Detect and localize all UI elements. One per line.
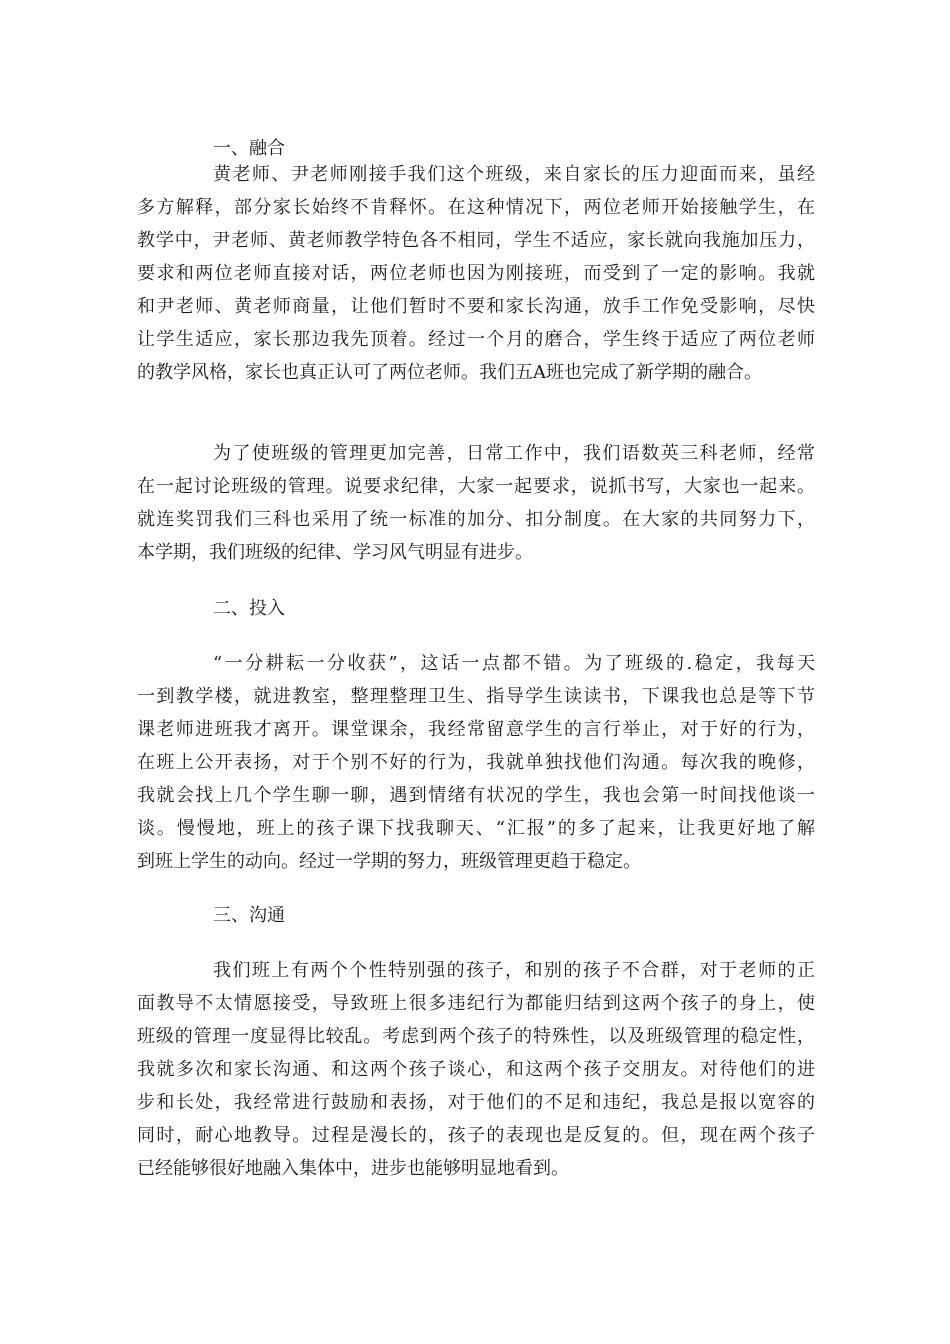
paragraph-line: 让学生适应，家长那边我先顶着。经过一个月的磨合，学生终于适应了两位老师: [137, 329, 815, 350]
paragraph-line: 到班上学生的动向。经过一学期的努力，班级管理更趋于稳定。: [137, 851, 641, 872]
paragraph-line: 我就会找上几个学生聊一聊，遇到情绪有状况的学生，我也会第一时间找他谈一: [137, 785, 815, 806]
paragraph-line: 为了使班级的管理更加完善，日常工作中，我们语数英三科老师，经常: [213, 443, 815, 464]
paragraph-line: 同时，耐心地教导。过程是漫长的，孩子的表现也是反复的。但，现在两个孩子: [137, 1125, 815, 1146]
paragraph: [137, 437, 815, 569]
paragraph-line: 面教导不太情愿接受，导致班上很多违纪行为都能归结到这两个孩子的身上，使: [137, 993, 815, 1014]
paragraph-line: 的教学风格，家长也真正认可了两位老师。我们五A班也完成了新学期的融合。: [137, 362, 762, 383]
paragraph-line: 就连奖罚我们三科也采用了统一标准的加分、扣分制度。在大家的共同努力下，: [137, 509, 815, 530]
paragraph: [137, 954, 815, 1185]
paragraph: [137, 158, 815, 389]
paragraph-line: 谈。慢慢地，班上的孩子课下找我聊天、“汇报”的多了起来，让我更好地了解: [137, 818, 815, 839]
paragraph-line: 在班上公开表扬，对于个别不好的行为，我就单独找他们沟通。每次我的晚修，: [137, 752, 815, 773]
section-heading-2: 二、投入: [213, 598, 285, 619]
paragraph-line: “一分耕耘一分收获”，这话一点都不错。为了班级的.稳定，我每天: [213, 653, 815, 674]
paragraph-line: 我就多次和家长沟通、和这两个孩子谈心，和这两个孩子交朋友。对待他们的进: [137, 1059, 815, 1080]
paragraph-line: 我们班上有两个个性特别强的孩子，和别的孩子不合群，对于老师的正: [213, 960, 815, 981]
section-heading-1: 一、融合: [213, 138, 285, 159]
paragraph-line: 多方解释，部分家长始终不肯释怀。在这种情况下，两位老师开始接触学生，在: [137, 197, 815, 218]
paragraph-line: 和尹老师、黄老师商量，让他们暂时不要和家长沟通，放手工作免受影响，尽快: [137, 296, 815, 317]
paragraph-line: 课老师进班我才离开。课堂课余，我经常留意学生的言行举止，对于好的行为，: [137, 719, 815, 740]
paragraph-line: 已经能够很好地融入集体中，进步也能够明显地看到。: [137, 1158, 569, 1179]
paragraph-line: 一到教学楼，就进教室，整理整理卫生、指导学生读读书，下课我也总是等下节: [137, 686, 815, 707]
paragraph-line: 在一起讨论班级的管理。说要求纪律，大家一起要求，说抓书写，大家也一起来。: [137, 476, 815, 497]
paragraph-line: 教学中，尹老师、黄老师教学特色各不相同，学生不适应，家长就向我施加压力，: [137, 230, 815, 251]
paragraph-line: 要求和两位老师直接对话，两位老师也因为刚接班，而受到了一定的影响。我就: [137, 263, 815, 284]
paragraph-line: 步和长处，我经常进行鼓励和表扬，对于他们的不足和违纪，我总是报以宽容的: [137, 1092, 815, 1113]
section-heading-3: 三、沟通: [213, 905, 285, 926]
paragraph-line: 班级的管理一度显得比较乱。考虑到两个孩子的特殊性，以及班级管理的稳定性，: [137, 1026, 815, 1047]
paragraph-line: 黄老师、尹老师刚接手我们这个班级，来自家长的压力迎面而来，虽经: [213, 164, 815, 185]
paragraph: [137, 647, 815, 878]
paragraph-line: 本学期，我们班级的纪律、学习风气明显有进步。: [137, 542, 533, 563]
